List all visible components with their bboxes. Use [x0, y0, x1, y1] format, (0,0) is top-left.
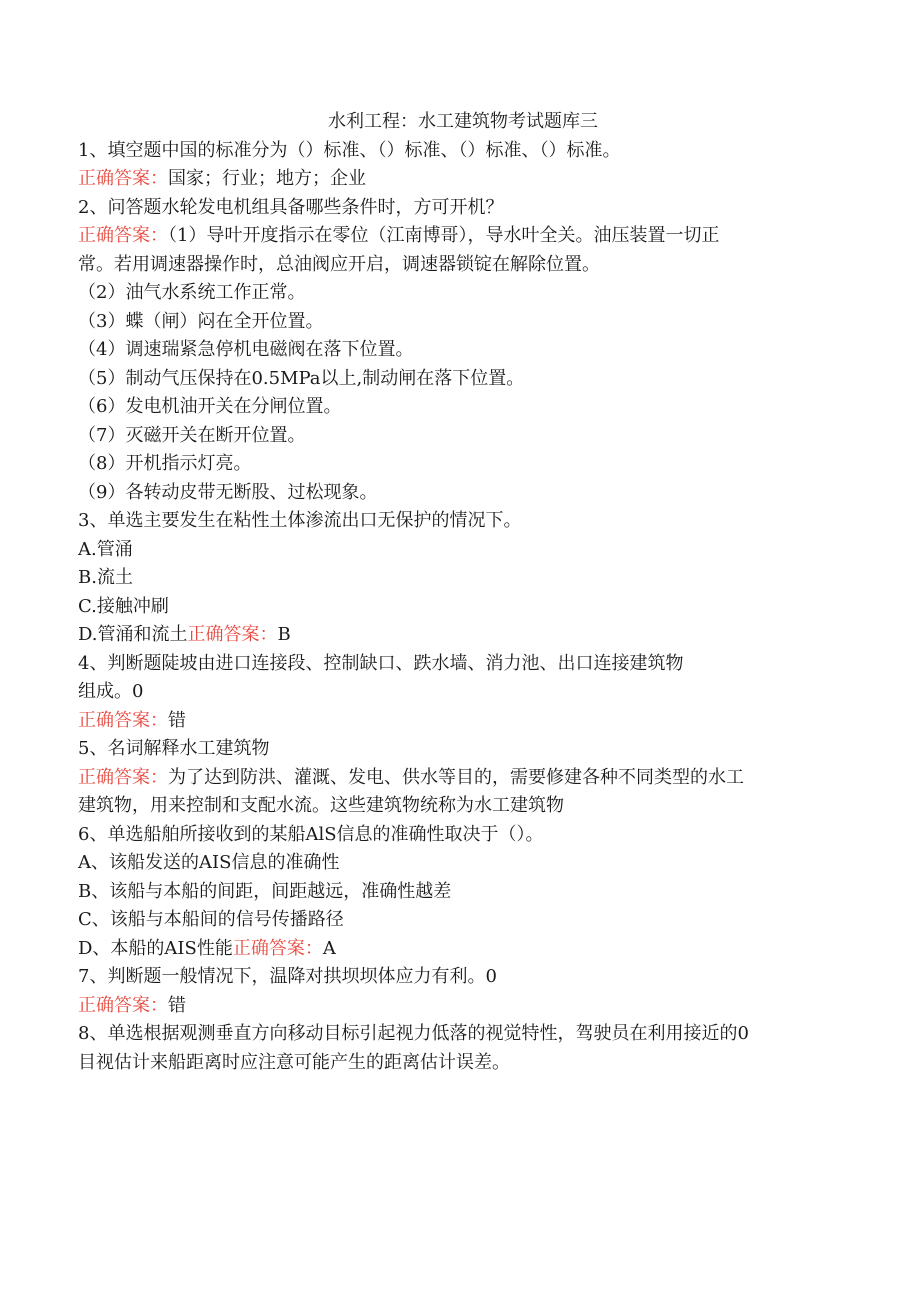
question-4-line-2: 组成。0 [78, 681, 144, 702]
answer-2-item: （7）灭磁开关在断开位置。 [78, 424, 306, 446]
question-2: 2、问答题水轮发电机组具备哪些条件时，方可开机？ [78, 196, 504, 218]
answer-2-item: （2）油气水系统工作正常。 [78, 282, 306, 303]
answer-label: 正确答案： [78, 994, 168, 1016]
answer-label: 正确答案： [187, 624, 278, 645]
answer-7 [78, 992, 848, 1021]
answer-2-item: （9）各转动皮带无断股、过松现象。 [78, 481, 378, 503]
answer-2-item: （4）调速瑞紧急停机电磁阀在落下位置。 [78, 339, 414, 360]
question-6: 6、单选船舶所接收到的某船AlS信息的准确性取决于（）。 [78, 823, 544, 845]
option-a: A、该船发送的AIS信息的准确性 [78, 852, 340, 873]
answer-2-line-2: 常。若用调速器操作时，总油阀应开启，调速器锁锭在解除位置。 [78, 253, 600, 275]
answer-2-item: （6）发电机油开关在分闸位置。 [78, 396, 342, 417]
question-5: 5、名词解释水工建筑物 [78, 738, 270, 759]
answer-1-text: 国家；行业；地方；企业 [168, 168, 366, 189]
answer-5-text-1: 为了达到防洪、灌溉、发电、供水等目的，需要修建各种不同类型的水工 [168, 766, 744, 788]
option-d-with-answer [78, 621, 848, 650]
answer-4-text: 错 [168, 709, 186, 731]
answer-4 [78, 707, 848, 736]
question-3: 3、单选主要发生在粘性土体渗流出口无保护的情况下。 [78, 510, 522, 531]
option-a: A.管涌 [78, 538, 133, 560]
document-page [78, 108, 848, 1077]
answer-2-item: （8）开机指示灯亮。 [78, 453, 252, 474]
option-d-with-answer [78, 935, 848, 964]
answer-2-item: （3）蝶（闸）闷在全开位置。 [78, 310, 324, 332]
option-d: D、本船的AIS性能 [78, 937, 233, 959]
question-8-line-1: 8、单选根据观测垂直方向移动目标引起视力低落的视觉特性，驾驶员在利用接近的0 [78, 1023, 749, 1044]
answer-6-text: A [322, 937, 336, 959]
answer-5-line-2: 建筑物，用来控制和支配水流。这些建筑物统称为水工建筑物 [78, 795, 564, 816]
document-title: 水利工程：水工建筑物考试题库三 [328, 111, 598, 132]
option-d: D.管涌和流土 [78, 624, 188, 645]
answer-5-line-1 [78, 764, 848, 793]
answer-1 [78, 165, 848, 194]
answer-label: 正确答案： [78, 168, 168, 189]
question-7: 7、判断题一般情况下，温降对拱坝坝体应力有利。0 [78, 966, 497, 987]
answer-label: 正确答案： [78, 225, 168, 246]
answer-label: 正确答案： [78, 709, 168, 731]
option-b: B、该船与本船的间距，间距越远，准确性越差 [78, 880, 452, 902]
question-1: 1、填空题中国的标准分为（）标准、（）标准、（）标准、（）标准。 [78, 139, 621, 161]
answer-label: 正确答案： [78, 766, 168, 788]
answer-2-text-1: （1）导叶开度指示在零位（江南博哥），导水叶全关。油压装置一切正 [168, 225, 720, 246]
option-c: C、该船与本船间的信号传播路径 [78, 909, 344, 930]
question-8-line-2: 目视估计来船距离时应注意可能产生的距离估计误差。 [78, 1051, 510, 1073]
answer-3-text: B [277, 624, 291, 645]
answer-2-item: （5）制动气压保持在0.5MPa以上,制动闸在落下位置。 [78, 367, 525, 389]
answer-label: 正确答案： [232, 937, 323, 959]
option-c: C.接触冲刷 [78, 595, 169, 617]
question-4-line-1: 4、判断题陡坡由进口连接段、控制缺口、跌水墙、消力池、出口连接建筑物 [78, 652, 684, 674]
answer-2-line-1 [78, 222, 848, 251]
answer-7-text: 错 [168, 994, 186, 1016]
option-b: B.流土 [78, 567, 133, 588]
